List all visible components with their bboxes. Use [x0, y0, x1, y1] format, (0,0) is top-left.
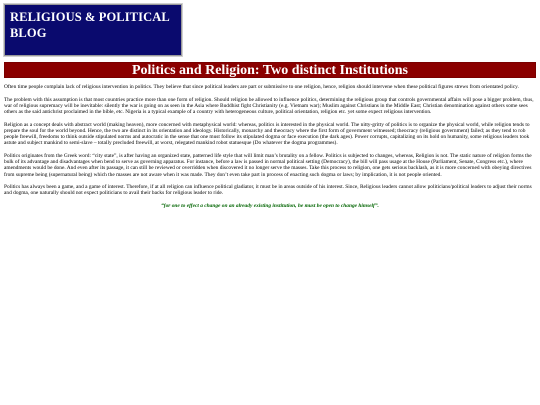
- blog-logo-text: RELIGIOUS & POLITICAL BLOG: [10, 10, 170, 40]
- article-paragraph-1: Often time people complain lack of religious intervention in politics. They believe that since political leaders are part or submissive to one religion, hence, religion should intervene when these political figures strews from orientated policy.: [4, 84, 519, 90]
- page-title: Politics and Religion: Two distinct Institutions: [131, 63, 409, 78]
- title-banner: [4, 62, 536, 78]
- blog-logo[interactable]: [4, 4, 182, 56]
- article-body: [4, 84, 536, 216]
- article-quote: “for one to effect a change on an already existing institution, he must be open to change himself”.: [161, 202, 379, 209]
- article-paragraph-4: Politics originates from the Greek word: “city state”, is after having an organized state, patterned life style that will limit man’s brutality on a fellow. Politics is subjected to changes, whereas, Religion is not. The static nature of religion forms the bulk of its advantage and disadvantages when bend to serve as governing apparatus. For instance, before a law is passed in normal political setting (Democracy), the bill will pass usage at the House (Parliament, Senate, Congress etc.), where amendments would be done. And even after its passage, it can still be reviewed or overridden when discovered it no longer serve the masses. Take this process to religion, one gets serious backlash, as it is more concerned with obeying directives from supreme being (supernatural being) which the masses are not aware when it was made. They don’t even take part in process of enacting such dogma or laws; by implication, it is not people oriented.: [4, 152, 532, 178]
- article-paragraph-3: Religion as a concept deals with abstract world (making heaven), more concerned with metaphysical world: whereas, politics is interested in the physical world. The nitty-gritty of politics is to organize the physical world, while religion tends to prepare the soul for the world beyond. Hence, the two are distinct in its orientation and ideology. Historically, monarchy and theocracy where the first form of government witnessed; theocracy (religious government) failed; as they tend to rob people freewill, freedoms to think outside stipulated norms and autocratic in the sense that one must follow its stipulated dogma or face execution (the dark ages). Power corrupts, capitalizing on its hold on humanity, some religious leaders took astute and subject mankind to semi-slave – totally precluded freewill, at worst, relegated mankind robot statuesque (Do whatever the dogma programmes).: [4, 121, 530, 147]
- article-paragraph-2: The problem with this assumption is that most countries practice more than one form of religion. Should religion be allowed to influence politics, determining the religious group that controls governmental affairs will pose a bigger problem, thus, war of religious supremacy will be inevitable: silently the war is going on as seen in the Asia where Buddhist fight Christianity (e.g. Vietnam war); Muslim against Christians in the Middle East; Christian denomination against others some sees others as the said antichrist proclaimed in the bible, etc. Nigeria is a typical example of a country with heterogeneous culture, political orientation, religion etc. yet some expect religious intervention.: [4, 96, 534, 116]
- article-paragraph-5: Politics has always been a game, and a game of interest. Therefore, if at all religion can influence political gladiator, it must be in areas outside of his interest. Since, Religious leaders cannot allow politicians/political leaders to adjust their norms and dogma, one naturally should not expect politicians to avail their backs for religious leader to ride.: [4, 184, 532, 197]
